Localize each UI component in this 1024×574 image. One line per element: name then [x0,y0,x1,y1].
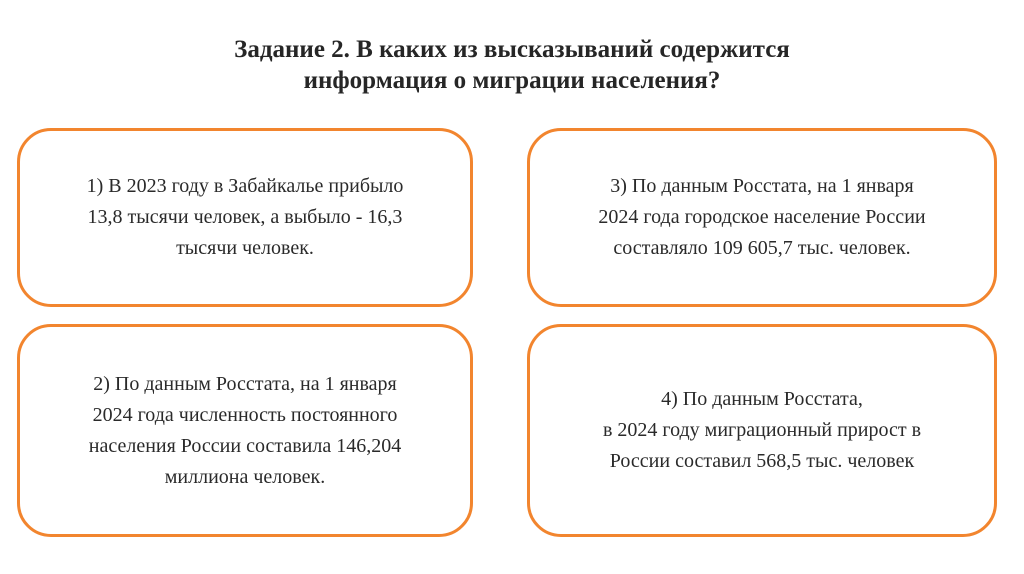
answer-option-3[interactable] [527,128,997,307]
answer-line: составляло 109 605,7 тыс. человек. [613,237,911,259]
answer-line: 2024 года численность постоянного [92,403,398,426]
answer-line: 4) По данным Росстата, [661,388,863,410]
page-title-line: информация о миграции населения? [303,67,721,94]
answer-line: 1) В 2023 году в Забайкалье прибыло [86,175,404,197]
answer-option-4[interactable] [527,324,997,537]
answer-option-text [603,384,921,477]
answer-option-text [87,171,404,264]
answer-option-text [89,369,401,493]
answer-line: России составил 568,5 тыс. человек [609,450,915,472]
answer-option-text [598,171,925,264]
page-title [0,34,1024,96]
answer-line: в 2024 году миграционный прирост в [602,419,922,441]
answer-line: тысячи человек. [176,237,314,259]
answer-option-1[interactable] [17,128,473,307]
answer-option-2[interactable] [17,324,473,537]
page-title-line: Задание 2. В каких из высказываний содержится [234,36,790,63]
answer-line: миллиона человек. [164,465,326,488]
answer-line: 2024 года городское население России [598,206,926,228]
answer-line: 3) По данным Росстата, на 1 января [610,175,914,197]
answer-line: 2) По данным Росстата, на 1 января [93,372,397,395]
answer-line: 13,8 тысячи человек, а выбыло - 16,3 [87,206,403,228]
answer-line: населения России составила 146,204 [88,434,402,457]
